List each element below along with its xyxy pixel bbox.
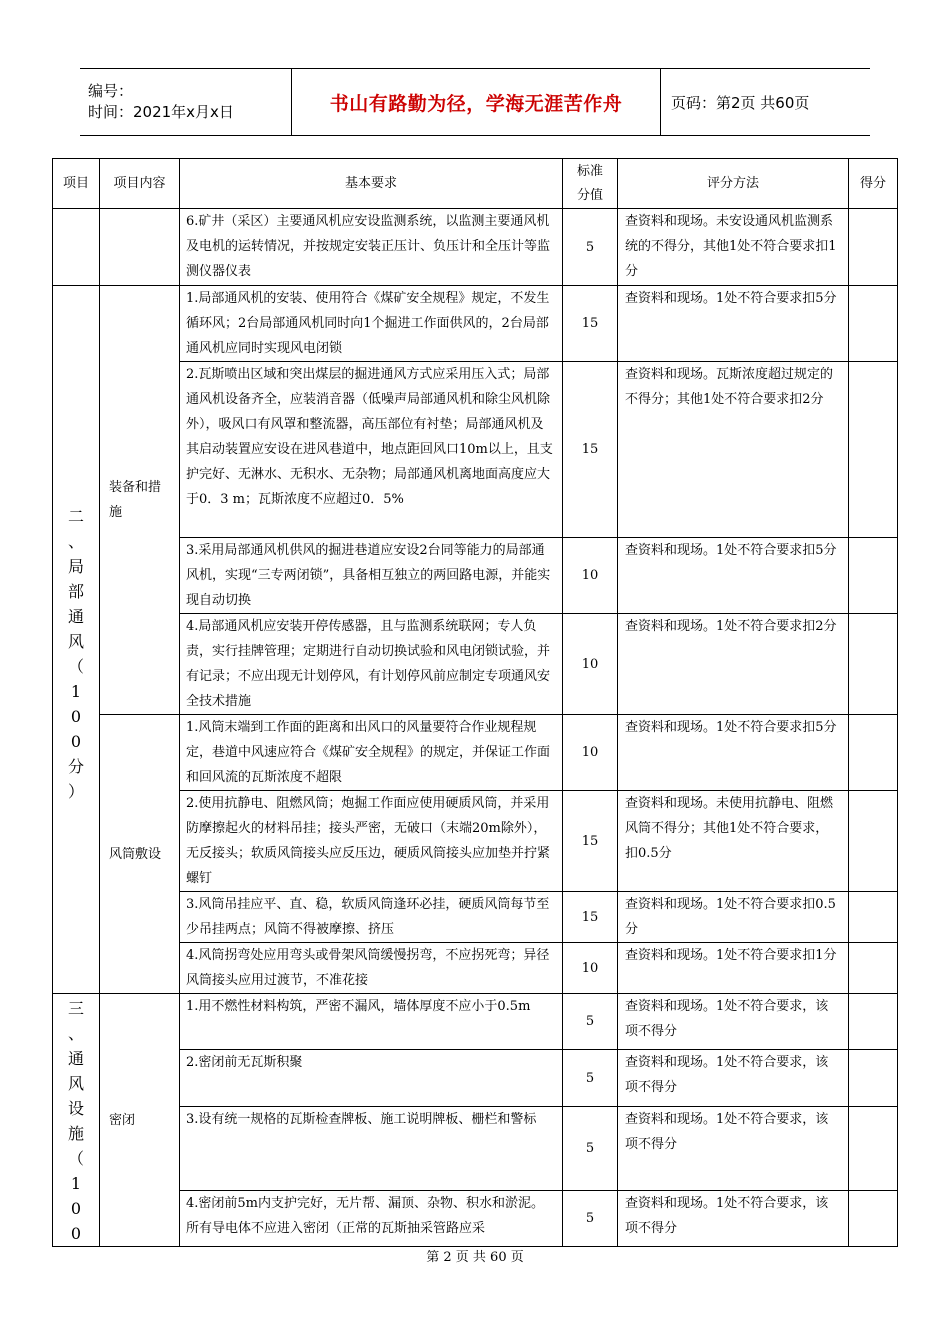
table-row (53, 286, 898, 362)
requirement-cell: 4.密闭前5m内支护完好，无片帮、漏顶、杂物、积水和淤泥。所有导电体不应进入密闭（正常的瓦斯抽采管路应采 (180, 1190, 563, 1246)
score-cell: 10 (563, 943, 618, 994)
table-row (53, 1050, 898, 1106)
subcategory-cell (100, 209, 180, 286)
requirement-cell: 1.风筒末端到工作面的距离和出风口的风量要符合作业规程规定，巷道中风速应符合《煤矿安全规程》的规定，并保证工作面和回风流的瓦斯浓度不超限 (180, 715, 563, 791)
scoring-table (52, 158, 898, 1247)
table-row (53, 994, 898, 1050)
points-cell (849, 943, 898, 994)
header-meta (80, 69, 292, 136)
score-cell: 5 (563, 209, 618, 286)
category-local-ventilation: 二 、 局 部 通 风 （ 1 0 0 分 ） (53, 286, 100, 994)
requirement-cell: 4.局部通风机应安装开停传感器，且与监测系统联网；专人负责，实行挂牌管理；定期进行自动切换试验和风电闭锁试验，并有记录；不应出现无计划停风，有计划停风前应制定专项通风安全技术措施 (180, 614, 563, 715)
points-cell (849, 1106, 898, 1190)
score-cell: 10 (563, 538, 618, 614)
table-row (53, 538, 898, 614)
table-row (53, 209, 898, 286)
method-cell: 查资料和现场。1处不符合要求，该项不得分 (618, 1106, 849, 1190)
requirement-cell: 1.用不燃性材料构筑，严密不漏风，墙体厚度不应小于0.5m (180, 994, 563, 1050)
column-header: 得分 (849, 159, 898, 209)
score-cell: 5 (563, 1106, 618, 1190)
table-row (53, 943, 898, 994)
method-cell: 查资料和现场。1处不符合要求，该项不得分 (618, 1190, 849, 1246)
method-cell: 查资料和现场。1处不符合要求扣5分 (618, 538, 849, 614)
method-cell: 查资料和现场。1处不符合要求，该项不得分 (618, 994, 849, 1050)
points-cell (849, 614, 898, 715)
score-cell: 15 (563, 362, 618, 538)
method-cell: 查资料和现场。未安设通风机监测系统的不得分，其他1处不符合要求扣1分 (618, 209, 849, 286)
header-motto: 书山有路勤为径，学海无涯苦作舟 (292, 69, 661, 136)
requirement-cell: 3.风筒吊挂应平、直、稳，软质风筒逢环必挂，硬质风筒每节至少吊挂两点；风筒不得被摩擦、挤压 (180, 892, 563, 943)
table-header-row (53, 159, 898, 209)
header-page-number: 页码：第2页 共60页 (661, 69, 871, 136)
requirement-cell: 3.采用局部通风机供风的掘进巷道应安设2台同等能力的局部通风机，实现“三专两闭锁”，具备相互独立的两回路电源，并能实现自动切换 (180, 538, 563, 614)
points-cell (849, 209, 898, 286)
method-cell: 查资料和现场。1处不符合要求扣5分 (618, 286, 849, 362)
category-cell (53, 209, 100, 286)
subcategory-duct: 风筒敷设 (100, 715, 180, 994)
method-cell: 查资料和现场。1处不符合要求扣2分 (618, 614, 849, 715)
document-number: 编号： (88, 82, 134, 100)
column-header: 评分方法 (618, 159, 849, 209)
points-cell (849, 1190, 898, 1246)
table-row (53, 791, 898, 892)
points-cell (849, 994, 898, 1050)
requirement-cell: 4.风筒拐弯处应用弯头或骨架风筒缓慢拐弯，不应拐死弯；异径风筒接头应用过渡节，不准花接 (180, 943, 563, 994)
method-cell: 查资料和现场。1处不符合要求扣0.5分 (618, 892, 849, 943)
points-cell (849, 1050, 898, 1106)
column-header: 项目 (53, 159, 100, 209)
points-cell (849, 362, 898, 538)
score-cell: 15 (563, 286, 618, 362)
score-cell: 5 (563, 1190, 618, 1246)
score-cell: 15 (563, 892, 618, 943)
points-cell (849, 791, 898, 892)
table-row (53, 1190, 898, 1246)
table-row (53, 614, 898, 715)
table-row (53, 362, 898, 538)
table-row (53, 1106, 898, 1190)
requirement-cell: 2.瓦斯喷出区域和突出煤层的掘进通风方式应采用压入式；局部通风机设备齐全，应装消音器（低噪声局部通风机和除尘风机除外），吸风口有风罩和整流器，高压部位有衬垫；局部通风机及其启动装置应安设在进风巷道中，地点距回风口10m以上，且支护完好、无淋水、无积水、无杂物；局部通风机离地面高度应大于0．3 m；瓦斯浓度不应超过0．5% (180, 362, 563, 538)
requirement-cell: 2.密闭前无瓦斯积聚 (180, 1050, 563, 1106)
score-cell: 10 (563, 715, 618, 791)
score-cell: 15 (563, 791, 618, 892)
requirement-cell: 2.使用抗静电、阻燃风筒；炮掘工作面应使用硬质风筒，并采用防摩擦起火的材料吊挂；接头严密，无破口（末端20m除外），无反接头；软质风筒接头应反压边，硬质风筒接头应加垫并拧紧螺钉 (180, 791, 563, 892)
requirement-cell: 1.局部通风机的安装、使用符合《煤矿安全规程》规定，不发生循环风；2台局部通风机同时向1个掘进工作面供风的，2台局部通风机应同时实现风电闭锁 (180, 286, 563, 362)
column-header: 基本要求 (180, 159, 563, 209)
requirement-cell: 3.设有统一规格的瓦斯检查牌板、施工说明牌板、栅栏和警标 (180, 1106, 563, 1190)
points-cell (849, 892, 898, 943)
points-cell (849, 715, 898, 791)
method-cell: 查资料和现场。1处不符合要求扣5分 (618, 715, 849, 791)
method-cell: 查资料和现场。1处不符合要求扣1分 (618, 943, 849, 994)
category-ventilation-facilities: 三 、 通 风 设 施 （ 1 0 0 (53, 994, 100, 1247)
method-cell: 查资料和现场。1处不符合要求，该项不得分 (618, 1050, 849, 1106)
requirement-cell: 6.矿井（采区）主要通风机应安设监测系统，以监测主要通风机及电机的运转情况，并按规定安装正压计、负压计和全压计等监测仪器仪表 (180, 209, 563, 286)
method-cell: 查资料和现场。瓦斯浓度超过规定的不得分；其他1处不符合要求扣2分 (618, 362, 849, 538)
points-cell (849, 538, 898, 614)
column-header: 项目内容 (100, 159, 180, 209)
method-cell: 查资料和现场。未使用抗静电、阻燃风筒不得分；其他1处不符合要求，扣0.5分 (618, 791, 849, 892)
points-cell (849, 286, 898, 362)
subcategory-equipment: 装备和措施 (100, 286, 180, 715)
subcategory-sealing: 密闭 (100, 994, 180, 1247)
table-row (53, 892, 898, 943)
document-date: 时间：2021年x月x日 (88, 103, 234, 121)
page-footer: 第 2 页 共 60 页 (426, 1250, 524, 1265)
column-header: 标准分值 (563, 159, 618, 209)
score-cell: 10 (563, 614, 618, 715)
page-header (80, 68, 870, 136)
score-cell: 5 (563, 1050, 618, 1106)
score-cell: 5 (563, 994, 618, 1050)
table-row (53, 715, 898, 791)
